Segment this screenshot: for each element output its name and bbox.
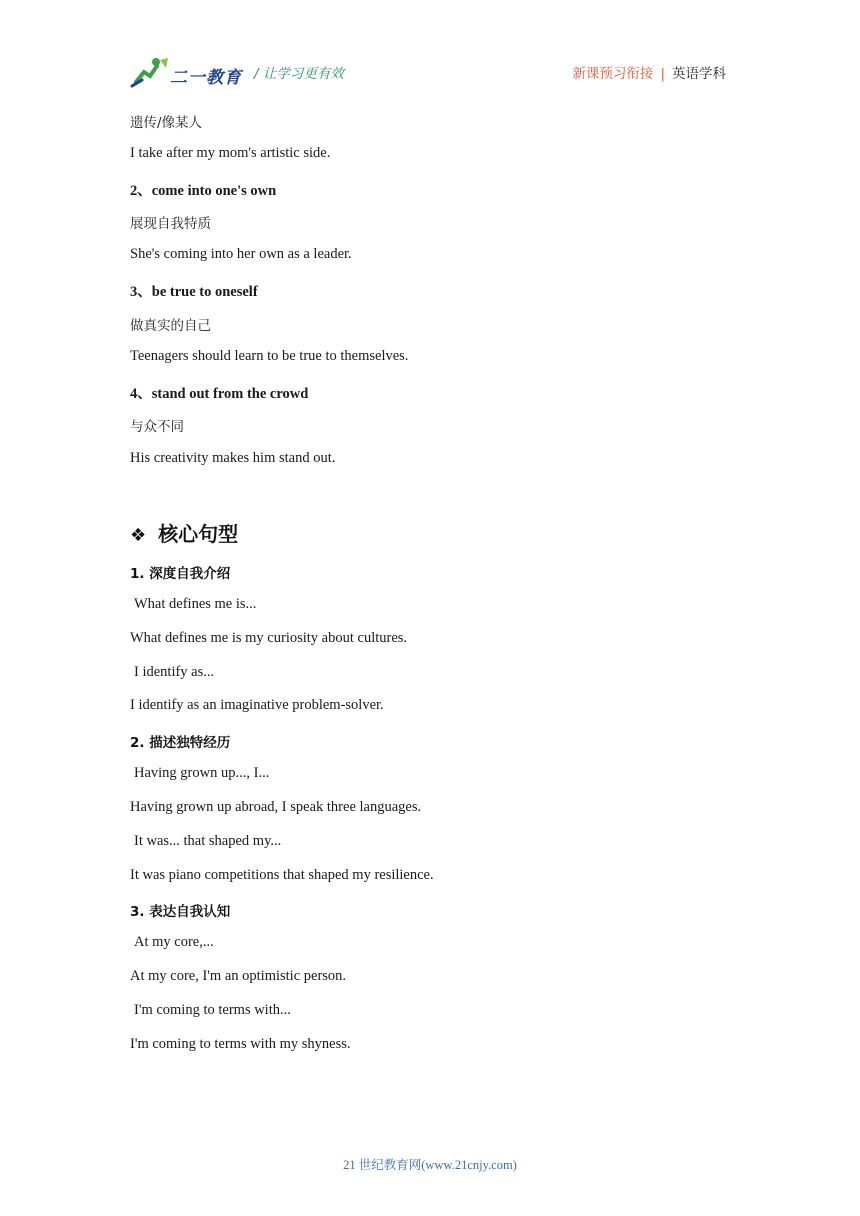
phrase-3-meaning: 做真实的自己 [130,318,211,334]
phrase-4-meaning: 与众不同 [130,419,184,435]
header-tags [572,62,726,82]
s3-pattern-2: I'm coming to terms with... [134,1002,291,1018]
s2-example-1: Having grown up abroad, I speak three languages. [130,799,422,815]
diamond-bullet-icon: ❖ [130,525,147,546]
phrase-2-example: She's coming into her own as a leader. [130,246,352,262]
header-slogan: / 让学习更有效 [254,66,344,82]
s3-example-1: At my core, I'm an optimistic person. [130,968,347,984]
s1-pattern-1: What defines me is... [134,596,257,612]
phrase-4-example: His creativity makes him stand out. [130,450,336,466]
runner-logo-icon [130,56,170,90]
s1-example-2: I identify as an imaginative problem-solver. [130,697,384,713]
header-separator: | [660,66,665,82]
phrase-3-example: Teenagers should learn to be true to themselves. [130,348,409,364]
phrase-1-example: I take after my mom's artistic side. [130,145,331,161]
section-heading-core-sentences [130,518,238,547]
s2-pattern-2: It was... that shaped my... [134,833,282,849]
phrase-3-title: 3、be true to oneself [130,284,258,300]
header-tag-subject: 英语学科 [672,66,726,82]
s3-pattern-1: At my core,... [134,934,214,950]
s2-example-2: It was piano competitions that shaped my resilience. [130,867,434,883]
section-title-text: 核心句型 [158,522,239,546]
subsection-1-title: 1. 深度自我介绍 [130,566,231,582]
phrase-2-title: 2、come into one's own [130,183,277,199]
logo [130,56,242,90]
s1-pattern-2: I identify as... [134,664,215,680]
s3-example-2: I'm coming to terms with my shyness. [130,1036,351,1052]
subsection-3-title: 3. 表达自我认知 [130,904,231,920]
phrase-2-meaning: 展现自我特质 [130,216,211,232]
phrase-4-title: 4、stand out from the crowd [130,386,309,402]
phrase-1-meaning: 遗传/像某人 [130,115,203,131]
logo-text: 二一教育 [170,68,242,88]
page-header [130,56,726,90]
subsection-2-title: 2. 描述独特经历 [130,735,231,751]
header-tag-preview: 新课预习衔接 [572,66,654,82]
s2-pattern-1: Having grown up..., I... [134,765,270,781]
s1-example-1: What defines me is my curiosity about cultures. [130,630,408,646]
page-footer: 21 世纪教育网(www.21cnjy.com) [343,1158,517,1172]
